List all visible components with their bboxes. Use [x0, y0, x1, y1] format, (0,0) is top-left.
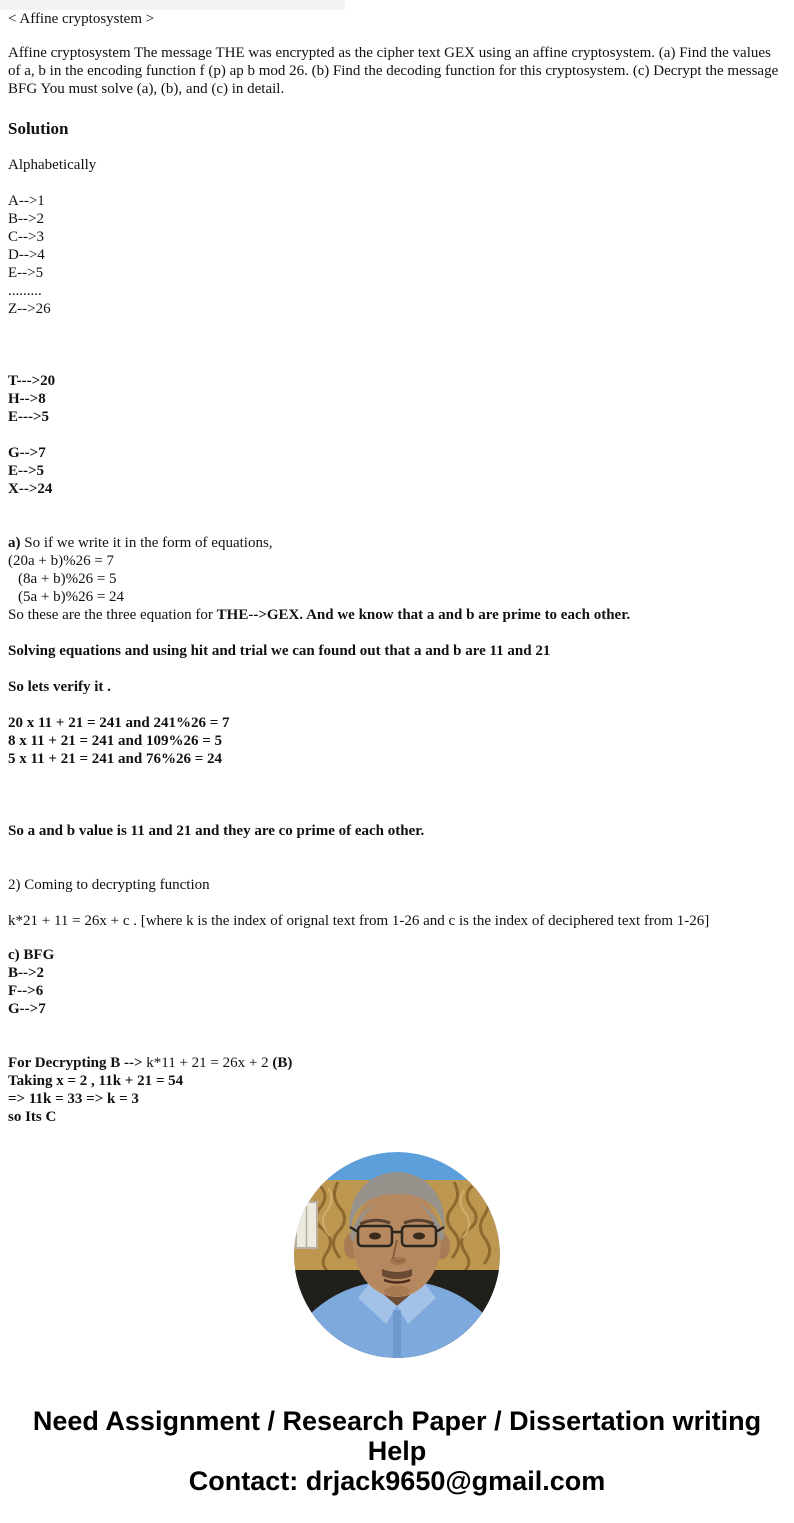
footer-help-text: Need Assignment / Research Paper / Dissertation writing Help — [32, 1406, 762, 1466]
decrypt-b-line: For Decrypting B --> k*11 + 21 = 26x + 2 (B) — [8, 1055, 293, 1071]
part-a-conclusion: So these are the three equation for THE-->GEX. And we know that a and b are prime to each other. — [8, 607, 631, 623]
list-item: T--->20 — [8, 373, 56, 389]
list-item: B-->2 — [8, 965, 45, 981]
footer-contact-text: Contact: drjack9650@gmail.com — [188, 1466, 606, 1496]
list-item: H-->8 — [8, 391, 46, 407]
part-a-label: a) — [8, 535, 21, 551]
ab-value-conclusion: So a and b value is 11 and 21 and they are co prime of each other. — [8, 823, 425, 839]
equation-line: (20a + b)%26 = 7 — [8, 553, 115, 569]
decrypt-step: so Its C — [8, 1109, 57, 1125]
list-item: G-->7 — [8, 445, 46, 461]
part-a-section — [8, 534, 786, 624]
alphabetically-label: Alphabetically — [8, 157, 97, 173]
list-item: Z-->26 — [8, 301, 51, 317]
top-highlight-strip — [0, 0, 345, 10]
list-item: ......... — [8, 283, 42, 299]
plaintext-mapping-list — [8, 372, 786, 426]
verify-line: 8 x 11 + 21 = 241 and 109%26 = 5 — [8, 733, 222, 749]
decrypting-formula: k*21 + 11 = 26x + c . [where k is the index of orignal text from 1-26 and c is the index of deciphered text from 1-26] — [8, 913, 710, 929]
list-item: X-->24 — [8, 481, 53, 497]
part-a-intro: a) So if we write it in the form of equations, — [8, 535, 273, 551]
alphabet-mapping-list — [8, 192, 786, 318]
list-item: F-->6 — [8, 983, 44, 999]
equation-line: (8a + b)%26 = 5 — [18, 571, 117, 587]
decrypt-step: => 11k = 33 => k = 3 — [8, 1091, 139, 1107]
question-paragraph: Affine cryptosystem The message THE was encrypted as the cipher text GEX using an affine cryptosystem. (a) Find the values of a, b in the encoding function f (p) ap b mod 26. (b) Find the decoding function for this cryptosystem. (c) Decrypt the message BFG You must solve (a), (b), and (c) in detail. — [8, 45, 779, 97]
decrypt-step: Taking x = 2 , 11k + 21 = 54 — [8, 1073, 184, 1089]
verify-line: 5 x 11 + 21 = 241 and 76%26 = 24 — [8, 751, 222, 767]
list-item: E-->5 — [8, 463, 45, 479]
list-item: E--->5 — [8, 409, 50, 425]
page-title: < Affine cryptosystem > — [8, 11, 155, 27]
list-item: G-->7 — [8, 1001, 46, 1017]
decrypt-b-section — [8, 1054, 786, 1126]
verify-lines — [8, 714, 786, 768]
avatar-container — [8, 1152, 786, 1358]
tutor-photo — [294, 1152, 500, 1358]
verify-line: 20 x 11 + 21 = 241 and 241%26 = 7 — [8, 715, 230, 731]
verify-intro: So lets verify it . — [8, 679, 111, 695]
solving-note: Solving equations and using hit and trial we can found out that a and b are 11 and 21 — [8, 643, 551, 659]
part-c-heading: c) BFG — [8, 947, 55, 963]
equation-line: (5a + b)%26 = 24 — [18, 589, 125, 605]
footer-banner — [8, 1406, 786, 1496]
list-item: B-->2 — [8, 211, 44, 227]
list-item: A-->1 — [8, 193, 45, 209]
part-c-section — [8, 946, 786, 1018]
list-item: C-->3 — [8, 229, 44, 245]
solution-heading: Solution — [8, 119, 69, 138]
part-b-heading: 2) Coming to decrypting function — [8, 877, 210, 893]
list-item: D-->4 — [8, 247, 45, 263]
list-item: E-->5 — [8, 265, 44, 281]
ciphertext-mapping-list — [8, 444, 786, 498]
